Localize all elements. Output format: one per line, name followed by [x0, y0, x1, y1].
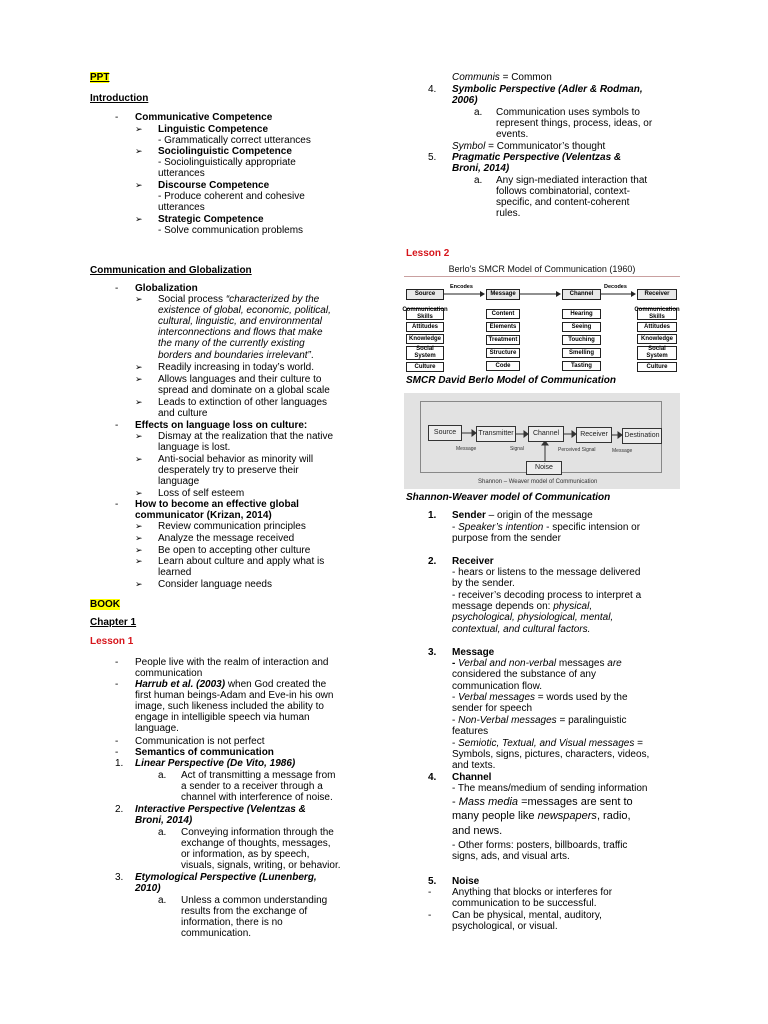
- dash: -: [115, 499, 119, 510]
- effects-title: Effects on language loss on culture:: [135, 420, 308, 431]
- cc-item-desc: utterances: [158, 202, 205, 213]
- cc-item-desc: - Grammatically correct utterances: [158, 135, 311, 146]
- message-line: - Verbal and non-verbal messages are: [452, 658, 622, 669]
- perspective-desc: exchange of thoughts, messages,: [181, 838, 331, 849]
- social-process-quote: existence of global, economic, political,: [158, 305, 331, 316]
- berlo-cell: Content: [486, 309, 520, 319]
- channel-title: Channel: [452, 772, 492, 783]
- berlo-cell: Structure: [486, 348, 520, 358]
- perspective-title: Broni, 2014): [135, 815, 193, 826]
- dash: -: [115, 679, 119, 690]
- symbol-line: Symbol = Communicator’s thought: [452, 141, 606, 152]
- message-line: - Verbal messages = words used by the: [452, 692, 628, 703]
- dash: -: [428, 887, 432, 898]
- list-number: 4.: [428, 84, 437, 95]
- perspective-title: 2006): [452, 95, 478, 106]
- effective-item: Be open to accepting other culture: [158, 545, 311, 556]
- message-title: Message: [452, 647, 495, 658]
- shannon-weaver-diagram: [404, 393, 680, 489]
- perspective-title: 2010): [135, 883, 161, 894]
- berlo-cell: Attitudes: [406, 322, 444, 332]
- effective-item: learned: [158, 567, 192, 578]
- list-number: 1.: [428, 510, 437, 521]
- berlo-cell: Social System: [406, 346, 444, 360]
- perspective-desc: channel with interference of noise.: [181, 792, 333, 803]
- list-number: 3.: [115, 872, 124, 883]
- lesson1-text: People live with the realm of interaction and: [135, 657, 329, 668]
- sub-letter: a.: [158, 827, 167, 838]
- message-line: considered the substance of any: [452, 669, 596, 680]
- lesson1-text: communication: [135, 668, 203, 679]
- effective-item: Learn about culture and apply what is: [158, 556, 325, 567]
- arrow-bullet-icon: ➢: [135, 362, 143, 372]
- dash: -: [115, 283, 119, 294]
- perspective-desc: visuals, signals, writing, or behavior.: [181, 860, 341, 871]
- message-line: Symbols, signs, pictures, characters, videos,: [452, 749, 650, 760]
- glob-item: Allows languages and their culture to: [158, 374, 322, 385]
- dash: -: [428, 910, 432, 921]
- arrow-bullet-icon: ➢: [135, 124, 143, 134]
- message-line: features: [452, 726, 489, 737]
- dash: -: [115, 420, 119, 431]
- sw-label: Message: [456, 446, 477, 452]
- perspective-desc: rules.: [496, 208, 521, 219]
- noise-line: Can be physical, mental, auditory,: [452, 910, 602, 921]
- comm-globalization-heading: Communication and Globalization: [90, 265, 252, 276]
- sw-source: Source: [428, 425, 462, 441]
- social-process-quote: the many of the currently existing: [158, 338, 305, 349]
- sw-destination: Destination: [622, 428, 662, 444]
- lesson1-heading: Lesson 1: [90, 636, 134, 647]
- perspective-title: Symbolic Perspective (Adler & Rodman,: [452, 84, 643, 95]
- perspective-desc: Any sign-mediated interaction that: [496, 175, 648, 186]
- sw-inner-caption: Shannon – Weaver model of Communication: [478, 479, 598, 485]
- berlo-title: Berlo's SMCR Model of Communication (1960): [448, 264, 636, 274]
- berlo-cell: Culture: [406, 362, 444, 372]
- perspective-title: Etymological Perspective (Lunenberg,: [135, 872, 317, 883]
- arrow-bullet-icon: ➢: [135, 454, 143, 464]
- arrow-bullet-icon: ➢: [135, 431, 143, 441]
- arrow-bullet-icon: ➢: [135, 521, 143, 531]
- perspective-desc: or information, as by speech,: [181, 849, 310, 860]
- sender-line: Sender – origin of the message: [452, 510, 593, 521]
- decodes-label: Decodes: [604, 284, 627, 290]
- channel-line: and news.: [452, 825, 503, 837]
- perspective-title: Pragmatic Perspective (Velentzas &: [452, 152, 622, 163]
- arrow-bullet-icon: ➢: [135, 488, 143, 498]
- sw-channel: Channel: [528, 426, 564, 442]
- arrow-bullet-icon: ➢: [135, 214, 143, 224]
- cc-item-title: Discourse Competence: [158, 180, 270, 191]
- lesson2-heading: Lesson 2: [406, 248, 450, 259]
- channel-line: - The means/medium of sending information: [452, 783, 648, 794]
- sender-line: - Speaker’s intention - specific intension or: [452, 522, 641, 533]
- message-line: communication flow.: [452, 681, 543, 692]
- berlo-cell: Smelling: [562, 348, 601, 358]
- sw-transmitter: Transmitter: [476, 426, 516, 442]
- perspective-desc: Act of transmitting a message from: [181, 770, 336, 781]
- effective-title: How to become an effective global: [135, 499, 299, 510]
- social-process-line: Social process “characterized by the: [158, 294, 320, 305]
- effective-item: Analyze the message received: [158, 533, 295, 544]
- receiver-line: - hears or listens to the message delivered: [452, 567, 641, 578]
- arrow-bullet-icon: ➢: [135, 374, 143, 384]
- effects-item: Loss of self esteem: [158, 488, 245, 499]
- dash: -: [115, 657, 119, 668]
- perspective-desc: represent things, process, ideas, or: [496, 118, 653, 129]
- berlo-cell: Hearing: [562, 309, 601, 319]
- arrow-bullet-icon: ➢: [135, 579, 143, 589]
- sub-letter: a.: [158, 770, 167, 781]
- perspective-title: Broni, 2014): [452, 163, 510, 174]
- cc-item-title: Strategic Competence: [158, 214, 264, 225]
- glob-item: Readily increasing in today’s world.: [158, 362, 315, 373]
- chapter-heading: Chapter 1: [90, 617, 137, 628]
- berlo-cell: Elements: [486, 322, 520, 332]
- perspective-title: Interactive Perspective (Velentzas &: [135, 804, 306, 815]
- effects-item: language: [158, 476, 200, 487]
- noise-line: psychological, or visual.: [452, 921, 558, 932]
- berlo-header-message: Message: [486, 289, 520, 300]
- glob-item: and culture: [158, 408, 208, 419]
- berlo-header-source: Source: [406, 289, 444, 300]
- sw-noise: Noise: [526, 461, 562, 475]
- dash: -: [115, 747, 119, 758]
- channel-line: signs, ads, and visual arts.: [452, 851, 570, 862]
- arrow-bullet-icon: ➢: [135, 180, 143, 190]
- arrow-bullet-icon: ➢: [135, 146, 143, 156]
- noise-line: Anything that blocks or interferes for: [452, 887, 613, 898]
- lesson1-text: Harrub et al. (2003) when God created the: [135, 679, 327, 690]
- effects-item: language is lost.: [158, 442, 231, 453]
- list-number: 3.: [428, 647, 437, 658]
- list-number: 4.: [428, 772, 437, 783]
- cc-item-desc: - Solve communication problems: [158, 225, 304, 236]
- berlo-header-channel: Channel: [562, 289, 601, 300]
- cc-title: Communicative Competence: [135, 112, 273, 123]
- perspective-desc: specific, and content-coherent: [496, 197, 630, 208]
- perspective-desc: Unless a common understanding: [181, 895, 328, 906]
- receiver-line: psychological, physiological, mental,: [452, 612, 614, 623]
- list-number: 1.: [115, 758, 124, 769]
- sw-label: Message: [612, 448, 633, 454]
- berlo-cell: Tasting: [562, 361, 601, 371]
- perspective-desc: Conveying information through the: [181, 827, 334, 838]
- effects-item: Dismay at the realization that the native: [158, 431, 334, 442]
- effects-item: desperately try to preserve their: [158, 465, 299, 476]
- berlo-cell: Culture: [637, 362, 677, 372]
- perspective-title: Linear Perspective (De Vito, 1986): [135, 758, 296, 769]
- berlo-smcr-diagram: [404, 264, 680, 376]
- effective-item: Consider language needs: [158, 579, 272, 590]
- lesson1-text: engage in intelligible speech via human: [135, 712, 310, 723]
- cc-item-desc: utterances: [158, 168, 205, 179]
- berlo-cell: Knowledge: [406, 334, 444, 344]
- arrow-bullet-icon: ➢: [135, 397, 143, 407]
- receiver-line: - receiver’s decoding process to interpret a: [452, 590, 642, 601]
- berlo-cell: Touching: [562, 335, 601, 345]
- berlo-header-receiver: Receiver: [637, 289, 677, 300]
- sub-letter: a.: [474, 107, 483, 118]
- social-process-quote: cultural, linguistic, and environmental: [158, 316, 322, 327]
- lesson1-text: Communication is not perfect: [135, 736, 265, 747]
- berlo-cell: Communication Skills: [634, 307, 680, 320]
- berlo-cell: Code: [486, 361, 520, 371]
- list-number: 2.: [115, 804, 124, 815]
- perspective-desc: results from the exchange of: [181, 906, 308, 917]
- ppt-heading: PPT: [90, 72, 110, 83]
- sub-letter: a.: [158, 895, 167, 906]
- arrow-bullet-icon: ➢: [135, 294, 143, 304]
- lesson1-text: Semantics of communication: [135, 747, 274, 758]
- encodes-label: Encodes: [450, 284, 473, 290]
- sender-line: purpose from the sender: [452, 533, 561, 544]
- perspective-desc: a sender to a receiver through a: [181, 781, 323, 792]
- noise-line: communication to be successful.: [452, 898, 597, 909]
- perspective-desc: Communication uses symbols to: [496, 107, 640, 118]
- sw-caption: Shannon-Weaver model of Communication: [406, 492, 611, 503]
- message-line: - Semiotic, Textual, and Visual messages =: [452, 738, 643, 749]
- message-line: and texts.: [452, 760, 496, 771]
- receiver-title: Receiver: [452, 556, 494, 567]
- berlo-cell: Knowledge: [637, 334, 677, 344]
- cc-item-desc: - Produce coherent and cohesive: [158, 191, 305, 202]
- message-line: sender for speech: [452, 703, 533, 714]
- lesson1-text: first human beings-Adam and Eve-in his own: [135, 690, 334, 701]
- cc-item-desc: - Sociolinguistically appropriate: [158, 157, 296, 168]
- berlo-cell: Communication Skills: [402, 307, 448, 320]
- berlo-cell: Attitudes: [637, 322, 677, 332]
- channel-line: many people like newspapers, radio,: [452, 810, 631, 822]
- dash: -: [115, 736, 119, 747]
- channel-line: - Other forms: posters, billboards, traffic: [452, 840, 628, 851]
- berlo-caption: SMCR David Berlo Model of Communication: [406, 375, 617, 386]
- list-number: 5.: [428, 876, 437, 887]
- effective-title: communicator (Krizan, 2014): [135, 510, 272, 521]
- sub-letter: a.: [474, 175, 483, 186]
- social-process-quote: interconnections and flows that make: [158, 327, 323, 338]
- list-number: 2.: [428, 556, 437, 567]
- lesson1-text: image, such likeness included the ability to: [135, 701, 324, 712]
- glob-item: spread and dominate on a global scale: [158, 385, 330, 396]
- book-heading: BOOK: [90, 599, 120, 610]
- sw-receiver: Receiver: [576, 427, 612, 443]
- message-line: - Non-Verbal messages = paralinguistic: [452, 715, 627, 726]
- berlo-cell: Social System: [637, 346, 677, 360]
- effects-item: Anti-social behavior as minority will: [158, 454, 314, 465]
- cc-item-title: Linguistic Competence: [158, 124, 269, 135]
- social-process-quote: borders and boundaries irrelevant”.: [158, 350, 314, 361]
- arrow-bullet-icon: ➢: [135, 556, 143, 566]
- berlo-cell: Treatment: [486, 335, 520, 345]
- sw-label: Signal: [510, 446, 524, 452]
- sw-label: Perceived Signal: [558, 447, 596, 453]
- noise-title: Noise: [452, 876, 480, 887]
- berlo-cell: Seeing: [562, 322, 601, 332]
- effective-item: Review communication principles: [158, 521, 306, 532]
- arrow-bullet-icon: ➢: [135, 533, 143, 543]
- receiver-line: message depends on: physical,: [452, 601, 593, 612]
- dash: -: [115, 112, 119, 123]
- perspective-desc: information, there is no: [181, 917, 283, 928]
- perspective-desc: follows combinatorial, context-: [496, 186, 630, 197]
- cc-item-title: Sociolinguistic Competence: [158, 146, 292, 157]
- communis-line: Communis = Common: [452, 72, 552, 83]
- lesson1-text: language.: [135, 723, 179, 734]
- perspective-desc: events.: [496, 129, 529, 140]
- channel-line: - Mass media =messages are sent to: [452, 796, 633, 808]
- glob-item: Leads to extinction of other languages: [158, 397, 328, 408]
- globalization-title: Globalization: [135, 283, 198, 294]
- receiver-line: by the sender.: [452, 578, 515, 589]
- arrow-bullet-icon: ➢: [135, 545, 143, 555]
- perspective-desc: communication.: [181, 928, 252, 939]
- introduction-heading: Introduction: [90, 93, 149, 104]
- list-number: 5.: [428, 152, 437, 163]
- receiver-line: contextual, and cultural factors.: [452, 624, 591, 635]
